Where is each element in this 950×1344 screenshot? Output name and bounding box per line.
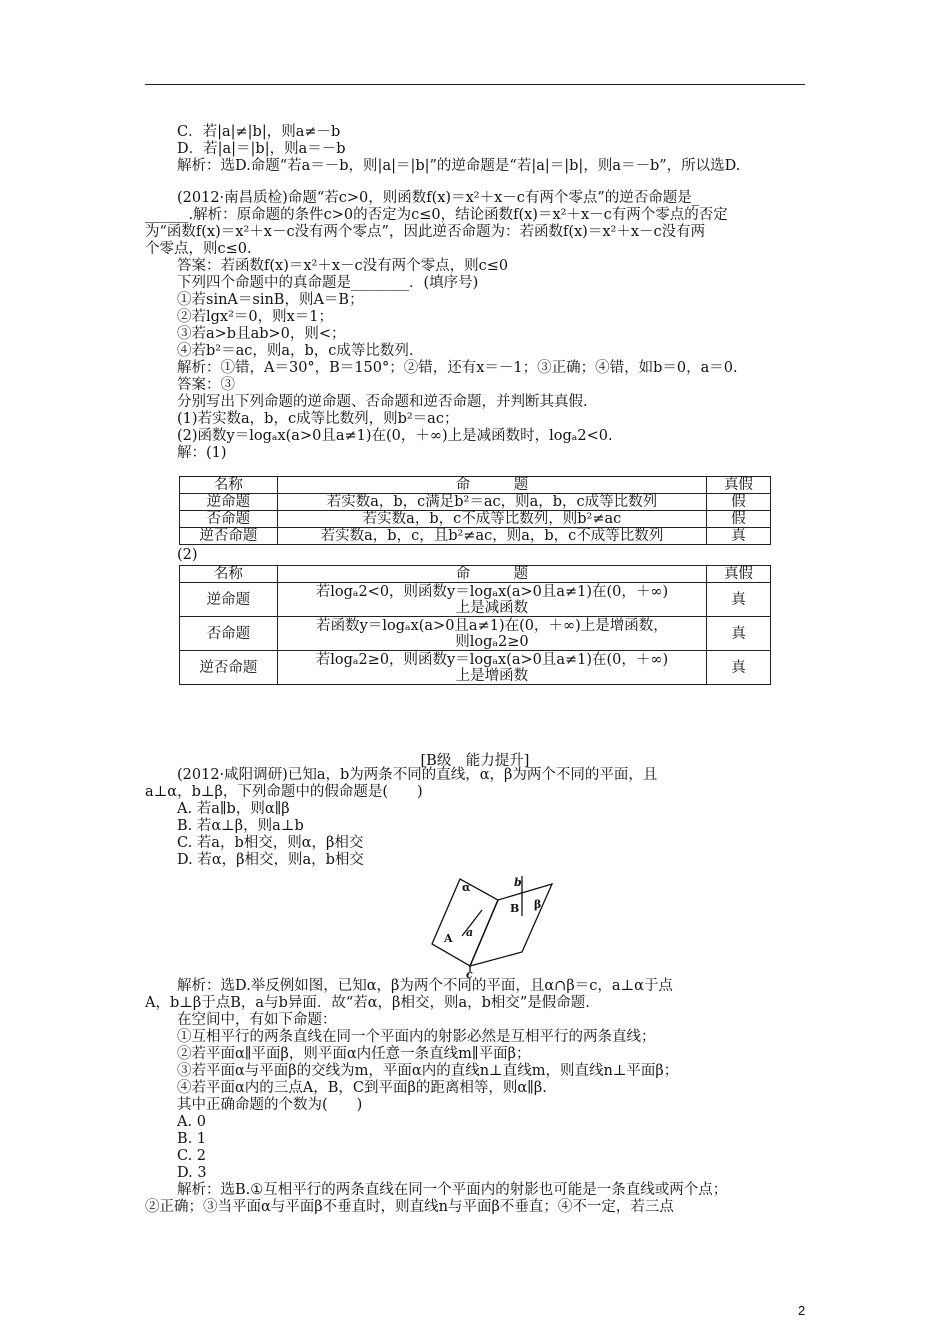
analysis-line: 解析：①错，A＝30°，B＝150°；②错，还有x＝－1；③正确；④错，如b＝0，a＝0. xyxy=(177,360,738,376)
table-2 xyxy=(179,565,771,685)
table-header-cell: 真假 xyxy=(707,477,771,494)
table-cell: 否命题 xyxy=(180,511,278,528)
question-line: (2012·南昌质检)命题“若c>0，则函数f(x)＝x²＋x－c有两个零点”的逆否命题是_ xyxy=(177,190,700,206)
table-cell: 假 xyxy=(707,494,771,511)
item-line: ②若平面α∥平面β，则平面α内任意一条直线m∥平面β； xyxy=(177,1046,531,1062)
table-cell: 逆命题 xyxy=(180,494,278,511)
analysis-line: 个零点，则c≤0. xyxy=(145,241,252,257)
table-cell: 真 xyxy=(707,651,771,685)
table-row xyxy=(180,528,771,545)
table-header-row xyxy=(180,566,771,583)
header-rule xyxy=(145,84,805,85)
option-line: D. 3 xyxy=(177,1165,207,1181)
option-line: A. 若a∥b，则α∥β xyxy=(177,801,290,817)
item-line: ④若平面α内的三点A，B，C到平面β的距离相等，则α∥β. xyxy=(177,1080,547,1096)
question-line: 在空间中，有如下命题： xyxy=(177,1012,337,1028)
label-A: A xyxy=(444,932,453,945)
question-line: 下列四个命题中的真命题是________．(填序号) xyxy=(177,275,479,291)
answer-line: 答案：③ xyxy=(177,377,235,393)
analysis-line: ②正确；③当平面α与平面β不垂直时，则直线n与平面β不垂直；④不一定，若三点 xyxy=(145,1199,674,1215)
table-cell: 逆否命题 xyxy=(180,528,278,545)
question-line: (2)函数y＝logₐx(a>0且a≠1)在(0，＋∞)上是减函数时，logₐ2<0. xyxy=(177,428,613,444)
analysis-line: 为“函数f(x)＝x²＋x－c没有两个零点”，因此逆否命题为：若函数f(x)＝x²＋x－c没有两 xyxy=(145,224,706,240)
analysis-line: 解析：选D.命题“若a＝－b，则|a|＝|b|”的逆命题是“若|a|＝|b|，则a＝－b”，所以选D. xyxy=(177,158,741,174)
label-b: b xyxy=(514,876,522,889)
label-B: B xyxy=(510,902,520,915)
question-line: 分别写出下列命题的逆命题、否命题和逆否命题，并判断其真假. xyxy=(177,394,588,410)
label-alpha: α xyxy=(462,881,471,894)
item-line: ②若lgx²＝0，则x＝1； xyxy=(177,309,334,325)
table-row xyxy=(180,511,771,528)
item-line: ③若a>b且ab>0，则<； xyxy=(177,326,346,342)
table-row xyxy=(180,494,771,511)
option-line: C. 2 xyxy=(177,1148,207,1164)
table-cell: 逆否命题 xyxy=(180,651,278,685)
table-1 xyxy=(179,476,771,545)
table-header-cell: 名称 xyxy=(180,566,278,583)
analysis-line: 解析：选B.①互相平行的两条直线在同一个平面内的射影也可能是一条直线或两个点； xyxy=(177,1182,728,1198)
answer-line: 答案：若函数f(x)＝x²＋x－c没有两个零点，则c≤0 xyxy=(177,258,509,274)
table-cell: 若实数a，b，c，且b²≠ac，则a，b，c不成等比数列 xyxy=(277,528,706,545)
label-beta: β xyxy=(534,898,542,911)
table-header-cell: 真假 xyxy=(707,566,771,583)
option-line: B. 1 xyxy=(177,1131,207,1147)
table-cell: 真 xyxy=(707,528,771,545)
cell-line: 若logₐ2<0，则函数y＝logₐx(a>0且a≠1)在(0，＋∞) xyxy=(315,583,669,600)
table-cell xyxy=(277,651,706,685)
question-line: a⊥α，b⊥β，下列命题中的假命题是( ) xyxy=(145,784,423,800)
analysis-line: 解析：选D.举反例如图，已知α，β为两个不同的平面，且α∩β＝c，a⊥α于点 xyxy=(177,978,673,994)
item-line: ①若sinA＝sinB，则A＝B； xyxy=(177,292,364,308)
table-header-cell: 命 题 xyxy=(277,566,706,583)
table-cell: 假 xyxy=(707,511,771,528)
section-title: [B级 能力提升] xyxy=(420,753,530,769)
cell-line: 若logₐ2≥0，则函数y＝logₐx(a>0且a≠1)在(0，＋∞) xyxy=(315,651,669,668)
option-line: C. 若a，b相交，则α，β相交 xyxy=(177,835,364,851)
table-cell: 真 xyxy=(707,583,771,617)
table-row xyxy=(180,583,771,617)
analysis-line: ______.解析：原命题的条件c>0的否定为c≤0，结论函数f(x)＝x²＋x－c有两个零点的否定 xyxy=(145,207,728,223)
question-line: 其中正确命题的个数为( ) xyxy=(177,1097,363,1113)
option-c-line: C．若|a|≠|b|，则a≠－b xyxy=(177,124,341,140)
planes-figure xyxy=(430,874,560,980)
table-header-cell: 名称 xyxy=(180,477,278,494)
option-line: A. 0 xyxy=(177,1114,206,1130)
option-line: B. 若α⊥β，则a⊥b xyxy=(177,818,304,834)
option-d-line: D．若|a|＝|b|，则a＝－b xyxy=(177,141,346,157)
item-line: ③若平面α与平面β的交线为m，平面α内的直线n⊥直线m，则直线n⊥平面β； xyxy=(177,1063,679,1079)
cell-line: 若函数y＝logₐx(a>0且a≠1)在(0，＋∞)上是增函数， xyxy=(316,617,668,634)
table-row xyxy=(180,651,771,685)
cell-line: 上是减函数 xyxy=(455,599,529,616)
item-line: ①互相平行的两条直线在同一个平面内的射影必然是互相平行的两条直线； xyxy=(177,1029,656,1045)
label-a: a xyxy=(466,926,474,939)
page-number: 2 xyxy=(798,1303,806,1318)
question-line: (2012·咸阳调研)已知a，b为两条不同的直线，α，β为两个不同的平面，且 xyxy=(177,767,658,783)
question-line: (1)若实数a，b，c成等比数列，则b²＝ac； xyxy=(177,411,459,427)
table-cell: 若实数a，b，c满足b²＝ac，则a，b，c成等比数列 xyxy=(277,494,706,511)
intersection-line-c xyxy=(470,900,498,966)
item-line: ④若b²＝ac，则a，b，c成等比数列. xyxy=(177,343,414,359)
part-2-label: (2) xyxy=(177,547,198,563)
table-cell: 逆命题 xyxy=(180,583,278,617)
cell-line: 则logₐ2≥0 xyxy=(455,633,529,650)
table-header-row xyxy=(180,477,771,494)
table-cell: 真 xyxy=(707,617,771,651)
plane-beta xyxy=(470,884,552,966)
option-line: D. 若α，β相交，则a，b相交 xyxy=(177,852,364,868)
label-c: c xyxy=(466,968,473,980)
table-cell xyxy=(277,617,706,651)
table-header-cell: 命 题 xyxy=(277,477,706,494)
table-cell xyxy=(277,583,706,617)
solution-label: 解：(1) xyxy=(177,445,227,461)
analysis-line: A，b⊥β于点B，a与b异面．故“若α，β相交，则a，b相交”是假命题. xyxy=(145,995,590,1011)
cell-line: 上是增函数 xyxy=(455,667,529,684)
table-row xyxy=(180,617,771,651)
table-cell: 若实数a，b，c不成等比数列，则b²≠ac xyxy=(277,511,706,528)
table-cell: 否命题 xyxy=(180,617,278,651)
